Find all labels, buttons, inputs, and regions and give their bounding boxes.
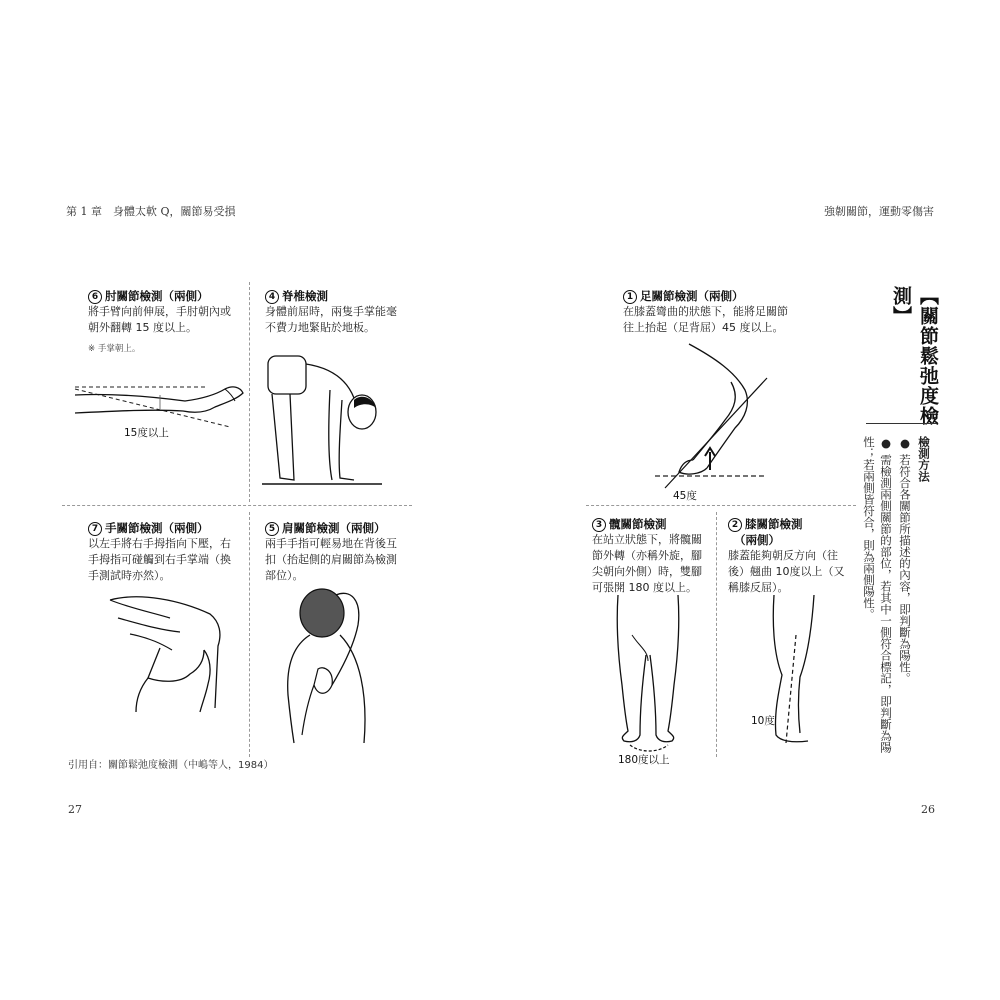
section-description: 兩手手指可輕易地在背後互 扣（抬起側的肩關節為檢測 部位）。 <box>265 537 397 582</box>
hip-angle-label: 180度以上 <box>618 754 670 766</box>
section-elbow <box>88 288 231 354</box>
grid-divider-horizontal <box>62 505 412 506</box>
elbow-arm-illustration <box>75 375 250 430</box>
grid-divider-vertical-bottom <box>249 512 250 757</box>
section-title: 6 肘關節檢測（兩側） <box>88 288 231 304</box>
section-title: 4 脊椎檢測 <box>265 288 397 304</box>
method-bullet: ● 若符合各關節所描述的內容，即判斷為陽性。 <box>898 436 912 684</box>
section-hip <box>592 516 702 596</box>
ankle-angle-label: 45度 <box>673 490 697 502</box>
page-number-left: 27 <box>68 803 82 816</box>
section-knee <box>728 516 845 596</box>
section-number: 7 <box>88 522 102 536</box>
section-spine <box>265 288 397 336</box>
hip-external-rotation-illustration <box>612 595 687 755</box>
section-title: 7 手關節檢測（兩側） <box>88 520 231 536</box>
section-number: 1 <box>623 290 637 304</box>
grid-divider-horizontal-right <box>586 505 856 506</box>
section-title: 1 足關節檢測（兩側） <box>623 288 788 304</box>
section-number: 6 <box>88 290 102 304</box>
section-description: 膝蓋能夠朝反方向（往 後）翹曲 10度以上（又 稱膝反屈）。 <box>728 549 845 594</box>
running-header-right: 強韌關節，運動零傷害 <box>824 205 934 218</box>
section-number: 5 <box>265 522 279 536</box>
section-number: 4 <box>265 290 279 304</box>
section-shoulder <box>265 520 397 584</box>
section-description: 在站立狀態下，將髖關 節外轉（亦稱外旋，腳 尖朝向外側）時，雙腳 可張開 180 度以上。 <box>592 533 702 594</box>
method-bullet: ● 需檢測兩側關節的部位，若其中一側符合標記，即判斷為陽性；若兩側皆符合，則為兩側陽性。 <box>862 436 893 753</box>
wrist-thumb-illustration <box>100 588 230 718</box>
section-title: 5 肩關節檢測（兩側） <box>265 520 397 536</box>
section-wrist <box>88 520 231 584</box>
section-description: 以左手將右手拇指向下壓，右 手拇指可碰觸到右手掌端（換 手測試時亦然）。 <box>88 537 231 582</box>
section-description: 身體前屈時，兩隻手掌能毫 不費力地緊貼於地板。 <box>265 305 397 334</box>
running-header-left: 第 1 章 身體太軟 Q，關節易受損 <box>66 205 236 218</box>
section-number: 3 <box>592 518 606 532</box>
sidebar-rule <box>866 423 936 424</box>
ankle-dorsiflexion-illustration <box>655 342 775 492</box>
method-title: 檢測方法 <box>917 436 931 482</box>
page-number-right: 26 <box>921 803 935 816</box>
section-title: 2 膝關節檢測 <box>728 516 845 532</box>
spine-forward-bend-illustration <box>262 350 387 490</box>
knee-angle-label: 10度 <box>751 715 775 727</box>
knee-hyperextension-illustration <box>768 595 818 747</box>
elbow-angle-label: 15度以上 <box>124 427 169 439</box>
shoulder-back-clasp-illustration <box>280 585 375 745</box>
section-ankle <box>623 288 788 336</box>
grid-divider-vertical-right <box>716 512 717 757</box>
sidebar-title: 【關節鬆弛度檢測】 <box>890 286 939 426</box>
source-citation: 引用自：關節鬆弛度檢測（中嶋等人，1984） <box>68 760 274 771</box>
method-bullets <box>860 436 913 756</box>
section-title: 3 髖關節檢測 <box>592 516 702 532</box>
section-number: 2 <box>728 518 742 532</box>
section-note: ※ 手掌朝上。 <box>88 344 141 354</box>
section-description: 在膝蓋彎曲的狀態下，能將足關節 往上抬起（足背屈）45 度以上。 <box>623 305 788 334</box>
section-description: 將手臂向前伸展，手肘朝內或 朝外翻轉 15 度以上。 <box>88 305 231 334</box>
section-subtitle: （兩側） <box>734 533 780 547</box>
